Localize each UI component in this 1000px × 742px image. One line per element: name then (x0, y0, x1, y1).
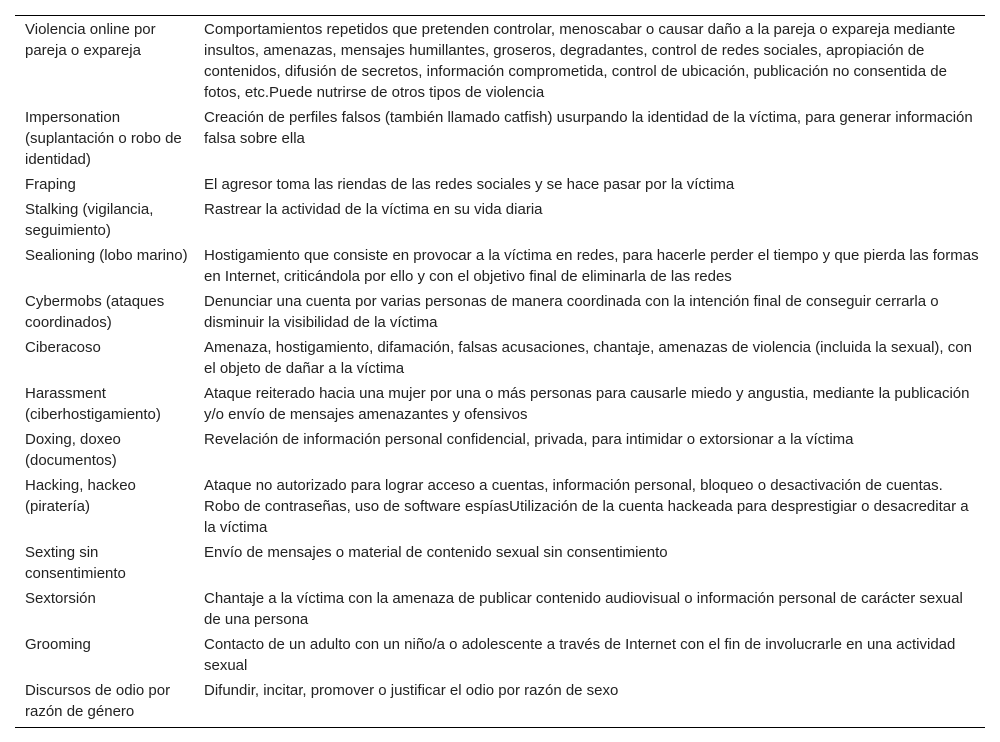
definition-cell: Chantaje a la víctima con la amenaza de publicar contenido audiovisual o información personal de carácter sexual de una persona (204, 590, 963, 628)
table-row (15, 199, 985, 245)
table-row (15, 174, 985, 199)
definition-cell: Ataque reiterado hacia una mujer por una o más personas para causarle miedo y angustia, mediante la publicación y/o envío de mensajes amenazantes y ofensivos (204, 385, 970, 423)
term-cell: Stalking (vigilancia, seguimiento) (25, 201, 154, 239)
definition-cell: Revelación de información personal confidencial, privada, para intimidar o extorsionar a la víctima (204, 431, 854, 448)
definitions-table (15, 16, 985, 727)
table-row (15, 588, 985, 634)
table-row (15, 429, 985, 475)
table-row (15, 680, 985, 727)
term-cell: Harassment (ciberhostigamiento) (25, 385, 161, 423)
definition-cell: Ataque no autorizado para lograr acceso a cuentas, información personal, bloqueo o desactivación de cuentas. Robo de contraseñas, uso de software espíasUtilización de la cuenta hackeada para desprestigiar o desacreditar a la víctima (204, 477, 969, 536)
term-cell: Sexting sin consentimiento (25, 544, 126, 582)
table-row (15, 107, 985, 174)
term-cell: Impersonation (suplantación o robo de identidad) (25, 109, 182, 168)
term-cell: Sealioning (lobo marino) (25, 247, 188, 264)
term-cell: Grooming (25, 636, 91, 653)
definition-cell: Rastrear la actividad de la víctima en su vida diaria (204, 201, 543, 218)
definition-cell: Difundir, incitar, promover o justificar el odio por razón de sexo (204, 682, 619, 699)
definition-cell: Amenaza, hostigamiento, difamación, falsas acusaciones, chantaje, amenazas de violencia (incluida la sexual), con el objeto de dañar a la víctima (204, 339, 972, 377)
definition-cell: Comportamientos repetidos que pretenden controlar, menoscabar o causar daño a la pareja o expareja mediante insultos, amenazas, mensajes humillantes, groseros, degradantes, control de redes sociales, apropiación de contenidos, difusión de secretos, información comprometida, control de ubicación, publicación no consentida de fotos, etc.Puede nutrirse de otros tipos de violencia (204, 21, 956, 101)
term-cell: Violencia online por pareja o expareja (25, 21, 156, 59)
definition-cell: El agresor toma las riendas de las redes sociales y se hace pasar por la víctima (204, 176, 735, 193)
table-row (15, 337, 985, 383)
definitions-table-container (15, 15, 985, 728)
term-cell: Fraping (25, 176, 76, 193)
definition-cell: Envío de mensajes o material de contenido sexual sin consentimiento (204, 544, 668, 561)
table-row (15, 383, 985, 429)
definition-cell: Creación de perfiles falsos (también llamado catfish) usurpando la identidad de la víctima, para generar información falsa sobre ella (204, 109, 973, 147)
table-row (15, 291, 985, 337)
term-cell: Discursos de odio por razón de género (25, 682, 171, 720)
term-cell: Hacking, hackeo (piratería) (25, 477, 136, 515)
table-row (15, 634, 985, 680)
table-row (15, 475, 985, 542)
term-cell: Sextorsión (25, 590, 96, 607)
table-row (15, 245, 985, 291)
term-cell: Doxing, doxeo (documentos) (25, 431, 121, 469)
definition-cell: Contacto de un adulto con un niño/a o adolescente a través de Internet con el fin de involucrarle en una actividad sexual (204, 636, 956, 674)
term-cell: Cybermobs (ataques coordinados) (25, 293, 165, 331)
definition-cell: Hostigamiento que consiste en provocar a la víctima en redes, para hacerle perder el tiempo y que pierda las formas en Internet, criticándola por ello y con el objetivo final de eliminarla de las redes (204, 247, 979, 285)
term-cell: Ciberacoso (25, 339, 101, 356)
definition-cell: Denunciar una cuenta por varias personas de manera coordinada con la intención final de conseguir cerrarla o disminuir la visibilidad de la víctima (204, 293, 939, 331)
table-row (15, 542, 985, 588)
table-row (15, 16, 985, 107)
